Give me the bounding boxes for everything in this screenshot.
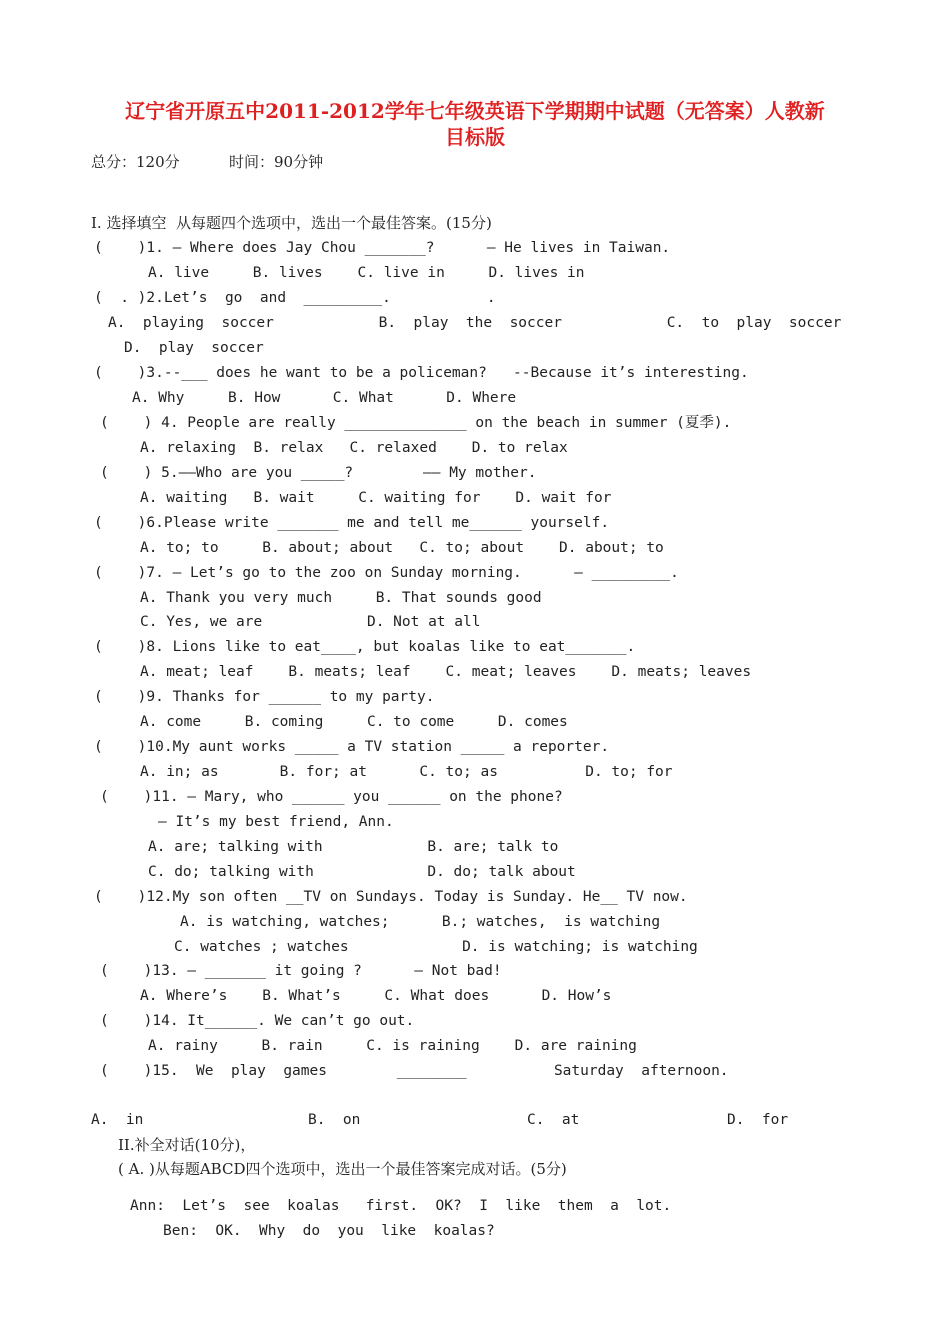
question-line: ( . )2.Let’s go and _________. . — [94, 290, 496, 306]
question-line: A. meat; leaf B. meats; leaf C. meat; leaves D. meats; leaves — [140, 664, 752, 680]
question-line: ( )11. — Mary, who ______ you ______ on the phone? — [100, 789, 563, 805]
question-line: A. to; to B. about; about C. to; about D. about; to — [140, 540, 664, 556]
question-line: ( )10.My aunt works _____ a TV station _____ a reporter. — [94, 739, 610, 755]
question-line: ( )3.--___ does he want to be a policeman? --Because it’s interesting. — [94, 365, 749, 381]
question-line: A. rainy B. rain C. is raining D. are raining — [148, 1038, 637, 1054]
dialogue-line-ben: Ben: OK. Why do you like koalas? — [163, 1223, 495, 1239]
question-line: — It’s my best friend, Ann. — [158, 814, 394, 830]
dialogue-line-ann: Ann: Let’s see koalas first. OK? I like them a lot. — [130, 1198, 672, 1214]
question-line: A. live B. lives C. live in D. lives in — [148, 265, 585, 281]
question-line: ( )13. — _______ it going ? — Not bad! — [100, 963, 502, 979]
exam-time: 时间：90分钟 — [229, 153, 324, 171]
question-line: ( )6.Please write _______ me and tell me______ yourself. — [94, 515, 610, 531]
question-line: A. Thank you very much B. That sounds good — [140, 590, 542, 606]
total-score: 总分：120分 — [91, 153, 180, 171]
page-title-line1: 辽宁省开原五中2011-2012学年七年级英语下学期期中试题（无答案）人教新 — [125, 99, 825, 123]
q15-option-a: A. in — [91, 1112, 144, 1128]
page-title-line2: 目标版 — [445, 125, 505, 149]
question-line: A. come B. coming C. to come D. comes — [140, 714, 568, 730]
question-line: ( ) 5.——Who are you _____? —— My mother. — [100, 465, 537, 481]
question-line: D. play soccer — [124, 340, 264, 356]
q15-option-c: C. at — [527, 1112, 580, 1128]
question-line: ( )8. Lions like to eat____, but koalas like to eat_______. — [94, 639, 636, 655]
question-line: C. do; talking with D. do; talk about — [148, 864, 576, 880]
question-line: A. Why B. How C. What D. Where — [132, 390, 517, 406]
question-line: C. watches ; watches D. is watching; is watching — [174, 939, 698, 955]
question-line: ( )1. — Where does Jay Chou _______? — He lives in Taiwan. — [94, 240, 671, 256]
question-line: A. Where’s B. What’s C. What does D. How’s — [140, 988, 612, 1004]
question-line: A. are; talking with B. are; talk to — [148, 839, 559, 855]
question-line: A. relaxing B. relax C. relaxed D. to relax — [140, 440, 568, 456]
question-line: C. Yes, we are D. Not at all — [140, 614, 481, 630]
q15-option-d: D. for — [727, 1112, 789, 1128]
question-line: ( )7. — Let’s go to the zoo on Sunday morning. — _________. — [94, 565, 679, 581]
question-line: ( )15. We play games ________ Saturday afternoon. — [100, 1063, 729, 1079]
question-line: ( )14. It______. We can’t go out. — [100, 1013, 415, 1029]
section2-sub-instruction: ( A. )从每题ABCD四个选项中，选出一个最佳答案完成对话。(5分) — [118, 1160, 567, 1178]
section2-heading: II.补全对话(10分)， — [118, 1136, 256, 1154]
section1-heading: I. 选择填空 从每题四个选项中，选出一个最佳答案。(15分) — [91, 214, 492, 232]
question-line: A. playing soccer B. play the soccer C. to play soccer — [108, 315, 842, 331]
question-line: A. in; as B. for; at C. to; as D. to; for — [140, 764, 673, 780]
question-line: ( ) 4. People are really ______________ on the beach in summer (夏季). — [100, 415, 732, 431]
question-line: ( )9. Thanks for ______ to my party. — [94, 689, 435, 705]
question-line: ( )12.My son often __TV on Sundays. Today is Sunday. He__ TV now. — [94, 889, 688, 905]
question-line: A. is watching, watches; B.; watches, is watching — [180, 914, 661, 930]
q15-option-b: B. on — [308, 1112, 361, 1128]
question-line: A. waiting B. wait C. waiting for D. wait for — [140, 490, 612, 506]
